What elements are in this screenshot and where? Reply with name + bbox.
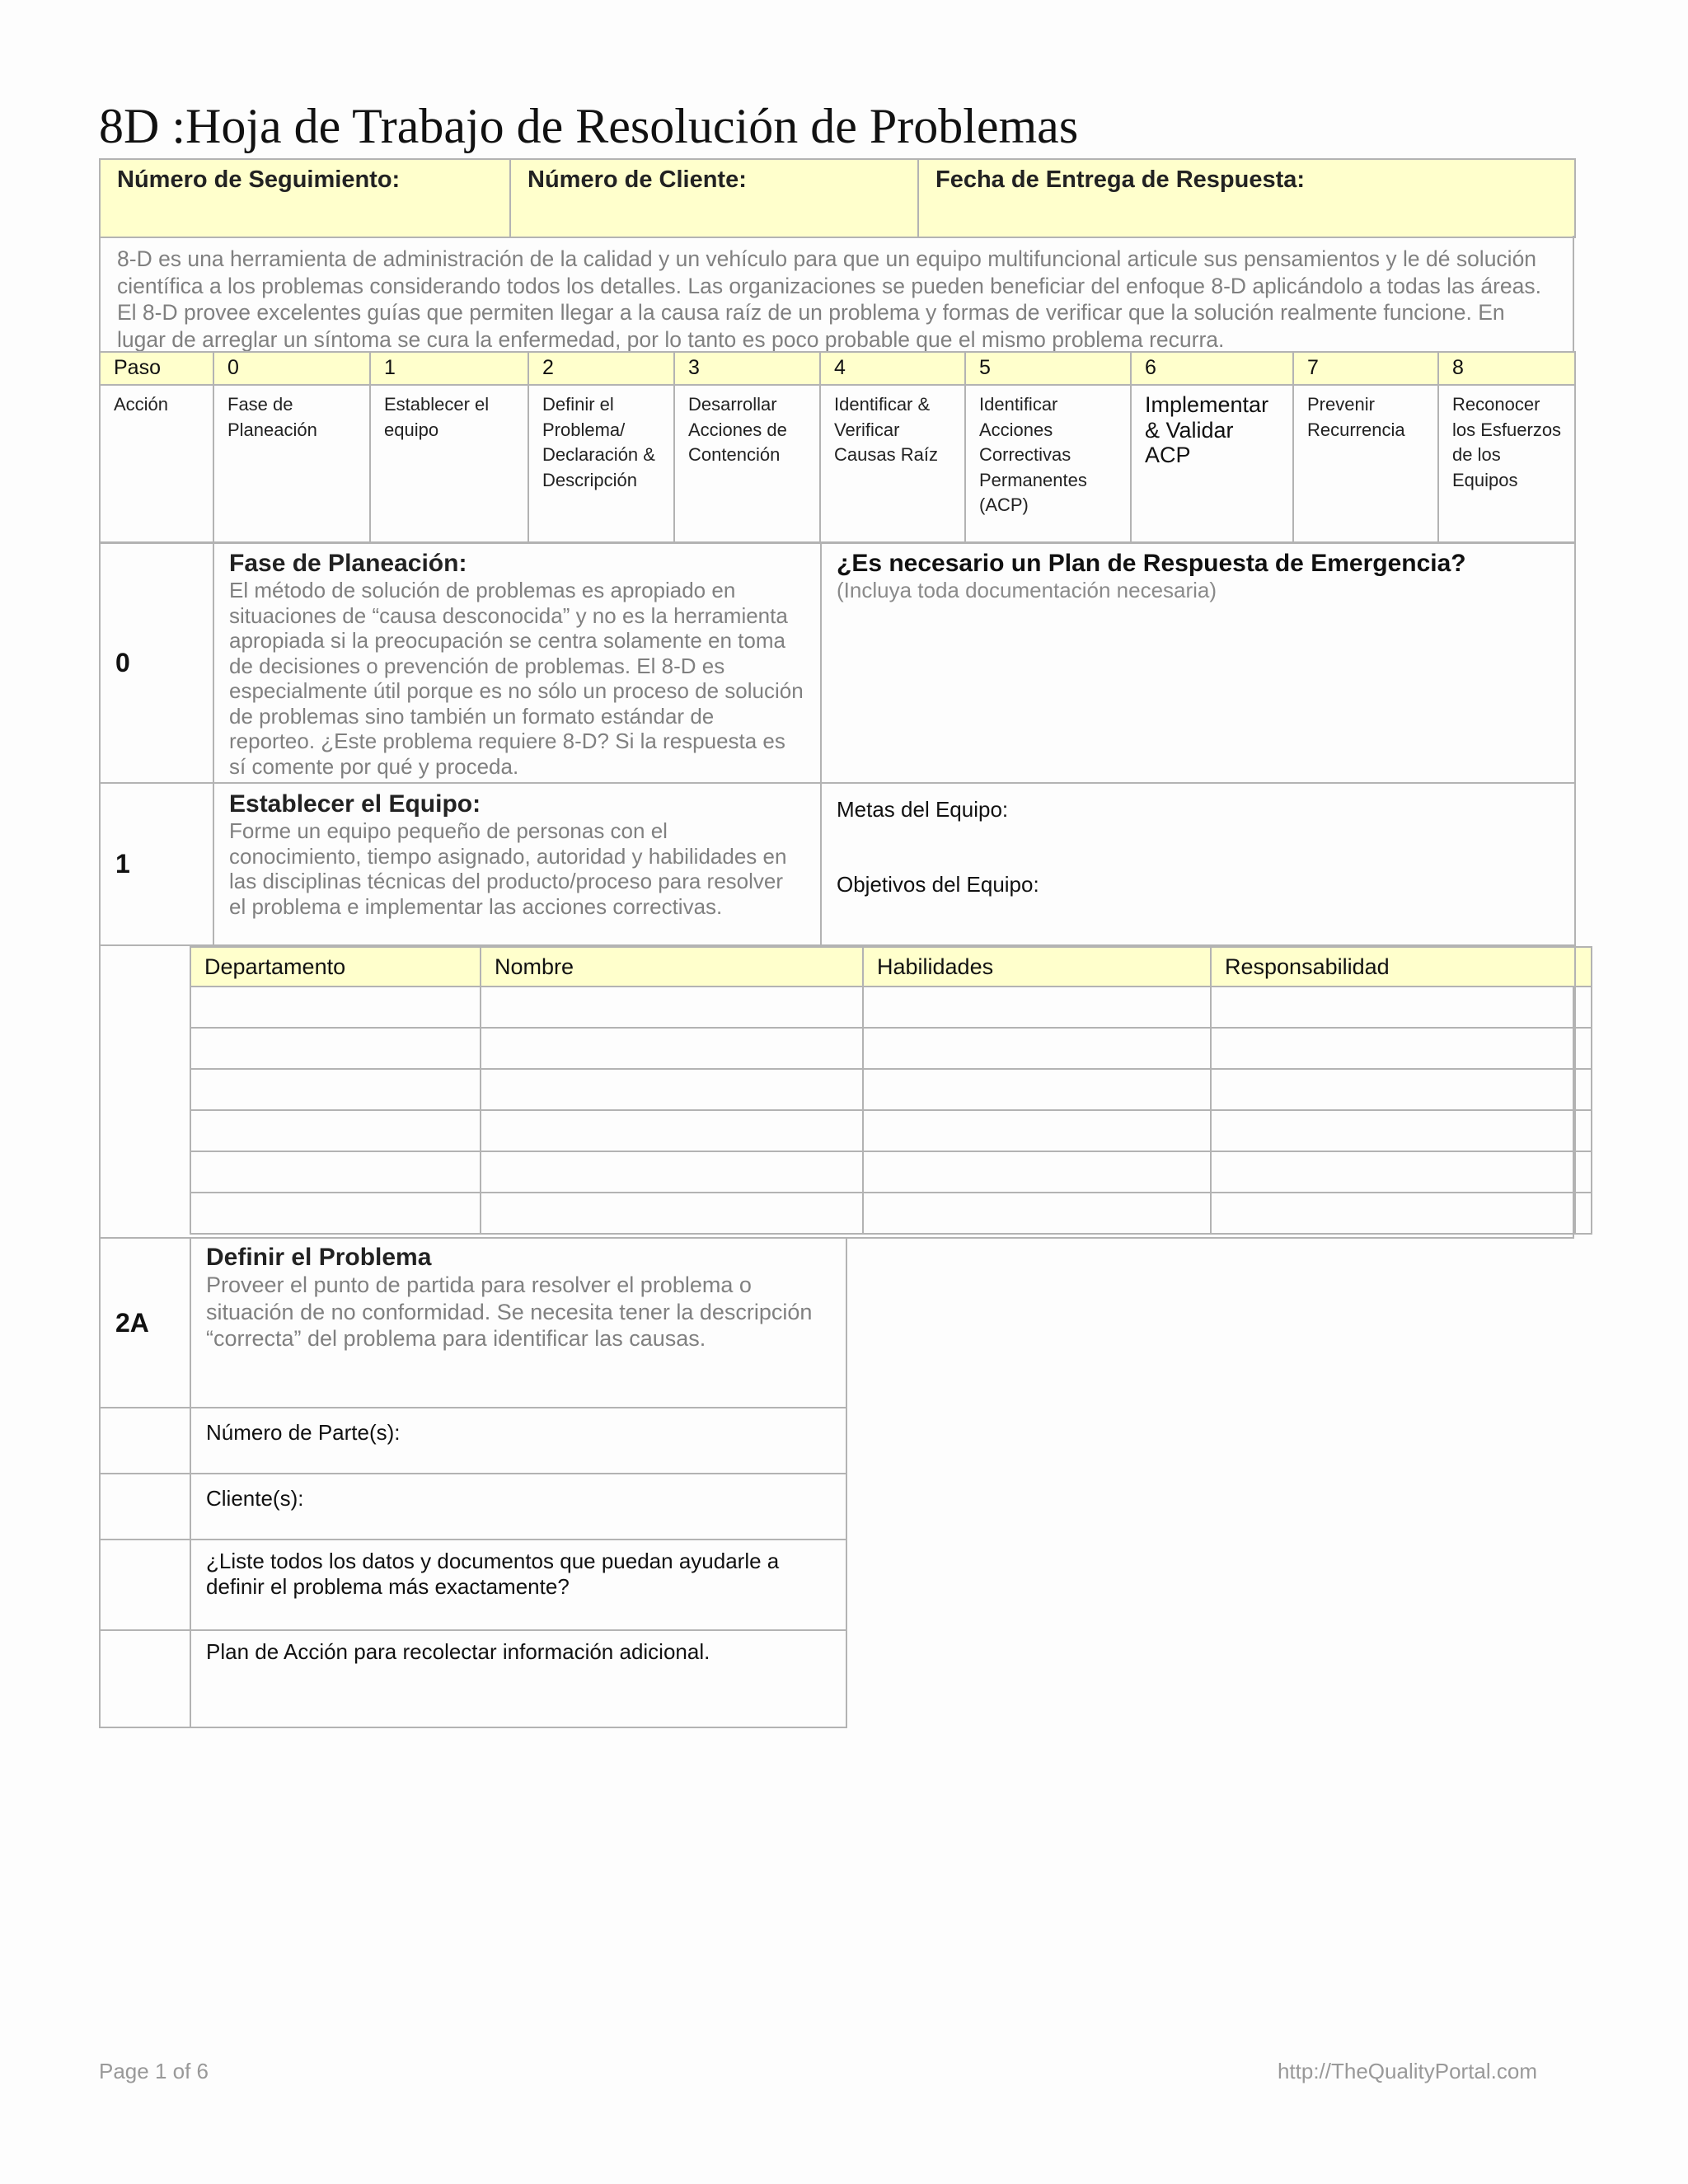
- col-departamento: Departamento: [190, 947, 481, 987]
- section-0-description: El método de solución de problemas es apropiado en situaciones de “causa desconocida” y no es la herramienta apropiada si la preocupación se centra solamente en toma de decisiones o prevención de problemas. El 8-D es especialmente útil porque es no sólo un proceso de solución de problemas sino también un formato estándar de reporteo. ¿Este problema requiere 8-D? Si la respuesta es sí comente por qué y proceda.: [229, 578, 804, 779]
- cell-nombre[interactable]: [481, 1193, 863, 1234]
- cell-nombre[interactable]: [481, 1151, 863, 1193]
- section-2a-description: Proveer el punto de partida para resolver el problema o situación de no conformidad. Se necesita tener la descripción “correcta” del problema para identificar las causas.: [206, 1272, 813, 1351]
- table-row: [190, 1028, 1592, 1069]
- customer-number-field[interactable]: [510, 159, 918, 237]
- footer-url[interactable]: http://TheQualityPortal.com: [1277, 2059, 1537, 2083]
- team-table-edge: [1575, 1193, 1592, 1234]
- cell-responsabilidad[interactable]: [1211, 1193, 1575, 1234]
- data-documents-question: ¿Liste todos los datos y documentos que puedan ayudarle a definir el problema más exactamente?: [206, 1549, 780, 1599]
- team-table-edge: [1575, 1028, 1592, 1069]
- section-2a-number: 2A: [100, 1238, 190, 1408]
- paso-label: Paso: [100, 352, 213, 385]
- cell-habilidades[interactable]: [863, 1151, 1211, 1193]
- step-number: 2: [528, 352, 674, 385]
- team-table-edge: [1575, 1151, 1592, 1193]
- customer-number-label: Número de Cliente:: [528, 166, 747, 193]
- steps-number-row: [100, 352, 1575, 385]
- table-row: [190, 1110, 1592, 1151]
- step-action: Identificar Acciones Correctivas Permanentes (ACP): [965, 385, 1131, 543]
- section-0-number: 0: [100, 542, 213, 783]
- customers-label: Cliente(s):: [206, 1486, 304, 1511]
- tracking-number-field[interactable]: [100, 159, 510, 237]
- intro-text: 8-D es una herramienta de administración de la calidad y un vehículo para que un equipo multifuncional articule sus pensamientos y le dé solución científica a los problemas considerando todos los detalles. Las organizaciones se pueden beneficiar del enfoque 8-D aplicándolo a todas las áreas. El 8-D provee excelentes guías que permiten llegar a la causa raíz de un problema y formas de verificar que la solución realmente funcione. En lugar de arreglar un síntoma se cura la enfermedad, por lo tanto es poco probable que el mismo problema recurra.: [117, 246, 1542, 352]
- table-row: [190, 1069, 1592, 1110]
- section-2a-heading: Definir el Problema: [206, 1244, 432, 1271]
- section-1-row: [100, 783, 1575, 945]
- step-action: Reconocer los Esfuerzos de los Equipos: [1438, 385, 1575, 543]
- step-number: 1: [370, 352, 528, 385]
- action-plan-row: [100, 1630, 846, 1727]
- step-number: 5: [965, 352, 1131, 385]
- team-goals-label: Metas del Equipo:: [837, 797, 1009, 822]
- col-habilidades: Habilidades: [863, 947, 1211, 987]
- cell-habilidades[interactable]: [863, 987, 1211, 1028]
- accion-label: Acción: [100, 385, 213, 543]
- action-plan-label: Plan de Acción para recolectar información adicional.: [206, 1639, 710, 1664]
- section-1-info: [213, 783, 821, 945]
- cell-habilidades[interactable]: [863, 1110, 1211, 1151]
- cell-responsabilidad[interactable]: [1211, 987, 1575, 1028]
- customers-field[interactable]: [190, 1474, 846, 1540]
- step-action: Establecer el equipo: [370, 385, 528, 543]
- tracking-number-label: Número de Seguimiento:: [117, 166, 401, 193]
- cell-departamento[interactable]: [190, 1193, 481, 1234]
- header-table: [99, 158, 1576, 238]
- steps-action-row: [100, 385, 1575, 543]
- cell-responsabilidad[interactable]: [1211, 1151, 1575, 1193]
- team-table-edge: [1575, 1110, 1592, 1151]
- emergency-plan-question: ¿Es necesario un Plan de Respuesta de Emergencia?: [837, 550, 1466, 577]
- cell-departamento[interactable]: [190, 1069, 481, 1110]
- steps-table: [99, 351, 1576, 544]
- section-0-row: [100, 542, 1575, 783]
- section-1-number: 1: [100, 783, 213, 945]
- row-spacer: [100, 1540, 190, 1630]
- step-number: 3: [674, 352, 820, 385]
- cell-nombre[interactable]: [481, 987, 863, 1028]
- page-title: 8D :Hoja de Trabajo de Resolución de Problemas: [99, 99, 1079, 153]
- row-spacer: [100, 1408, 190, 1474]
- part-numbers-field[interactable]: [190, 1408, 846, 1474]
- action-plan-field[interactable]: [190, 1630, 846, 1727]
- table-row: [190, 987, 1592, 1028]
- step-number: 8: [1438, 352, 1575, 385]
- team-objectives-field[interactable]: [837, 872, 1559, 898]
- cell-departamento[interactable]: [190, 987, 481, 1028]
- team-table: [190, 946, 1592, 1235]
- cell-departamento[interactable]: [190, 1028, 481, 1069]
- team-goals-field[interactable]: [837, 797, 1559, 823]
- section-1-heading: Establecer el Equipo:: [229, 790, 481, 818]
- data-question-row: [100, 1540, 846, 1630]
- step-action: Identificar & Verificar Causas Raíz: [820, 385, 965, 543]
- team-table-edge: [1575, 987, 1592, 1028]
- cell-departamento[interactable]: [190, 1151, 481, 1193]
- table-row: [190, 1151, 1592, 1193]
- cell-responsabilidad[interactable]: [1211, 1028, 1575, 1069]
- step-number: 7: [1293, 352, 1438, 385]
- page-number: Page 1 of 6: [99, 2059, 209, 2083]
- cell-nombre[interactable]: [481, 1110, 863, 1151]
- step-action: Desarrollar Acciones de Contención: [674, 385, 820, 543]
- section-0-heading: Fase de Planeación:: [229, 550, 467, 577]
- step-number: 4: [820, 352, 965, 385]
- team-table-header: [190, 947, 1592, 987]
- step-action: Implementar & Validar ACP: [1131, 385, 1293, 543]
- delivery-date-label: Fecha de Entrega de Respuesta:: [935, 166, 1306, 193]
- col-responsabilidad: Responsabilidad: [1211, 947, 1575, 987]
- team-objectives-label: Objetivos del Equipo:: [837, 872, 1039, 897]
- cell-habilidades[interactable]: [863, 1028, 1211, 1069]
- sections-0-1-table: [99, 541, 1576, 946]
- step-action: Definir el Problema/ Declaración & Descripción: [528, 385, 674, 543]
- col-nombre: Nombre: [481, 947, 863, 987]
- step-number: 6: [1131, 352, 1293, 385]
- cell-departamento[interactable]: [190, 1110, 481, 1151]
- part-numbers-label: Número de Parte(s):: [206, 1420, 401, 1445]
- cell-responsabilidad[interactable]: [1211, 1069, 1575, 1110]
- emergency-plan-note: (Incluya toda documentación necesaria): [837, 578, 1217, 602]
- step-action: Fase de Planeación: [213, 385, 370, 543]
- intro-box: [99, 236, 1574, 352]
- step-number: 0: [213, 352, 370, 385]
- section-2a-row: [100, 1238, 846, 1408]
- team-goals-cell: [821, 783, 1575, 945]
- section-0-info: [213, 542, 821, 783]
- cell-nombre[interactable]: [481, 1069, 863, 1110]
- cell-nombre[interactable]: [481, 1028, 863, 1069]
- team-table-edge: [1575, 947, 1592, 987]
- step-action: Prevenir Recurrencia: [1293, 385, 1438, 543]
- emergency-plan-field[interactable]: [821, 542, 1575, 783]
- team-table-edge: [1575, 1069, 1592, 1110]
- row-spacer: [100, 1630, 190, 1727]
- cell-habilidades[interactable]: [863, 1193, 1211, 1234]
- row-spacer: [100, 1474, 190, 1540]
- part-numbers-row: [100, 1408, 846, 1474]
- delivery-date-field[interactable]: [918, 159, 1575, 237]
- table-row: [190, 1193, 1592, 1234]
- section-2a-table: [99, 1237, 847, 1728]
- section-1-description: Forme un equipo pequeño de personas con el conocimiento, tiempo asignado, autoridad y habilidades en las disciplinas técnicas del producto/proceso para resolver el problema e implementar las acciones correctivas.: [229, 818, 787, 919]
- section-2a-info: [190, 1238, 846, 1408]
- data-documents-field[interactable]: [190, 1540, 846, 1630]
- cell-habilidades[interactable]: [863, 1069, 1211, 1110]
- cell-responsabilidad[interactable]: [1211, 1110, 1575, 1151]
- customers-row: [100, 1474, 846, 1540]
